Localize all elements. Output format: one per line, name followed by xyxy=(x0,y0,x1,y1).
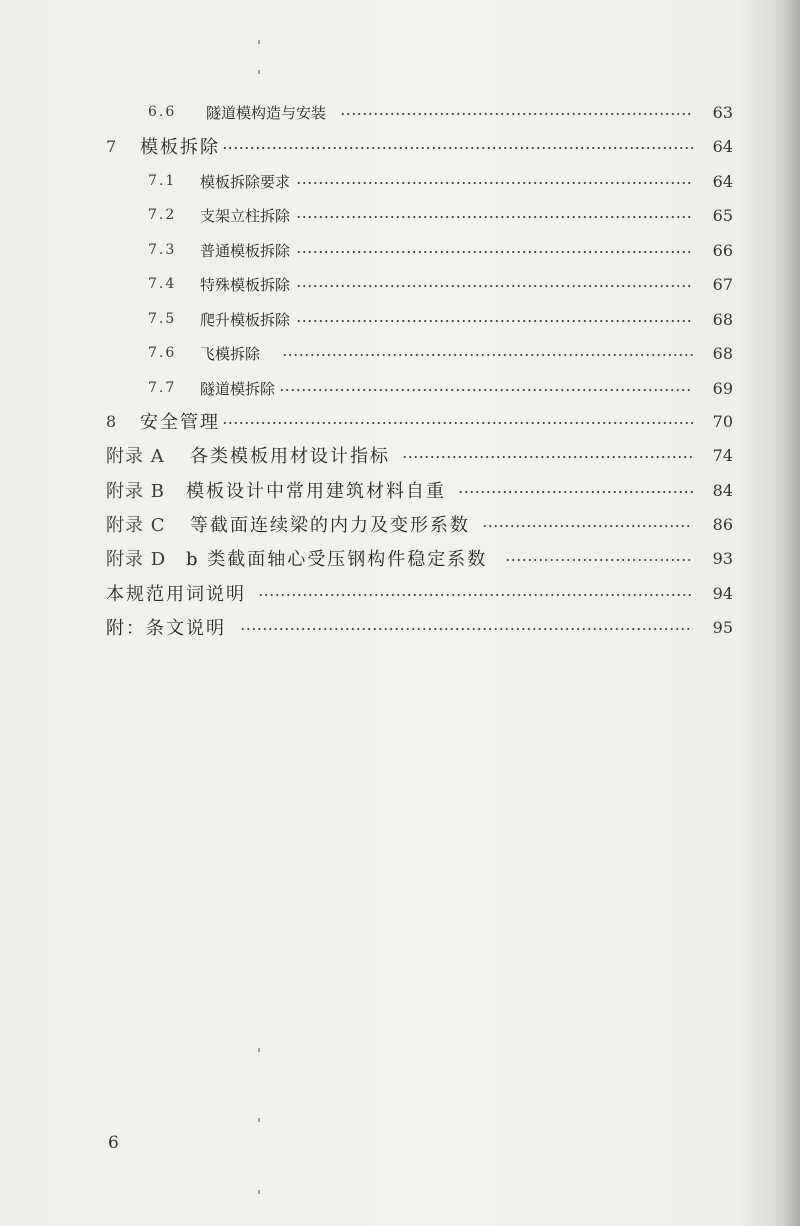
toc-entry-page: 65 xyxy=(712,205,733,225)
dot-leader xyxy=(505,558,693,562)
dot-leader xyxy=(240,627,693,631)
toc-entry-number: 附录 D xyxy=(106,549,167,570)
scan-speck xyxy=(258,1118,260,1122)
toc-entry-title: 各类模板用材设计指标 xyxy=(190,446,390,467)
toc-entry-number: 6.6 xyxy=(148,104,177,120)
dot-leader xyxy=(402,455,693,459)
dot-leader xyxy=(296,215,693,219)
dot-leader xyxy=(258,593,693,597)
toc-entry-page: 70 xyxy=(712,411,733,431)
dot-leader xyxy=(222,146,693,150)
dot-leader xyxy=(296,181,693,185)
dot-leader xyxy=(282,353,693,357)
scan-speck xyxy=(258,40,260,44)
toc-entry-6-6[interactable] xyxy=(0,97,800,127)
toc-entry-title: b 类截面轴心受压钢构件稳定系数 xyxy=(186,549,488,570)
toc-entry-title: 模板设计中常用建筑材料自重 xyxy=(186,481,446,502)
toc-entry-7-7[interactable] xyxy=(0,373,800,403)
toc-entry-8[interactable] xyxy=(0,406,800,436)
toc-entry-appendix-a[interactable] xyxy=(0,440,800,470)
toc-entry-page: 74 xyxy=(712,445,733,465)
toc-entry-page: 95 xyxy=(712,617,733,637)
toc-entry-number: 7.2 xyxy=(148,207,177,223)
toc-entry-page: 67 xyxy=(712,274,733,294)
toc-entry-7-1[interactable] xyxy=(0,166,800,196)
scan-speck xyxy=(258,70,260,74)
toc-entry-number: 7.7 xyxy=(148,380,177,396)
toc-entry-7-2[interactable] xyxy=(0,200,800,230)
toc-entry-appendix-c[interactable] xyxy=(0,509,800,539)
toc-entry-number: 8 xyxy=(106,411,118,431)
dot-leader xyxy=(279,388,693,392)
dot-leader xyxy=(296,319,693,323)
toc-entry-page: 69 xyxy=(712,378,733,398)
toc-entry-number: 附录 A xyxy=(106,446,165,467)
toc-entry-page: 64 xyxy=(712,136,733,156)
toc-entry-number: 7.1 xyxy=(148,173,177,189)
dot-leader xyxy=(296,250,693,254)
toc-entry-title: 安全管理 xyxy=(140,412,220,433)
toc-entry-number: 附录 B xyxy=(106,481,165,502)
toc-entry-page: 68 xyxy=(712,343,733,363)
toc-entry-page: 68 xyxy=(712,309,733,329)
dot-leader xyxy=(222,421,693,425)
toc-entry-page: 93 xyxy=(712,548,733,568)
dot-leader xyxy=(340,112,693,116)
toc-entry-7-6[interactable] xyxy=(0,338,800,368)
toc-entry-title: 隧道模构造与安装 xyxy=(206,103,327,122)
toc-entry-title: 爬升模板拆除 xyxy=(200,310,291,329)
page-number: 6 xyxy=(108,1133,119,1153)
toc-entry-number: 7.5 xyxy=(148,311,177,327)
toc-entry-title: 特殊模板拆除 xyxy=(200,275,291,294)
toc-entry-title: 支架立柱拆除 xyxy=(200,206,291,225)
dot-leader xyxy=(296,284,693,288)
toc-entry-page: 66 xyxy=(712,240,733,260)
toc-entry-number: 7.4 xyxy=(148,276,177,292)
toc-entry-title: 模板拆除要求 xyxy=(200,172,291,191)
toc-entry-page: 94 xyxy=(712,583,733,603)
scan-speck xyxy=(258,1190,260,1194)
toc-entry-title: 飞模拆除 xyxy=(200,344,261,363)
toc-entry-provisions[interactable] xyxy=(0,612,800,642)
toc-entry-7-4[interactable] xyxy=(0,269,800,299)
toc-entry-terms[interactable] xyxy=(0,578,800,608)
toc-entry-number: 7.6 xyxy=(148,345,177,361)
toc-entry-page: 63 xyxy=(712,102,733,122)
toc-entry-title: 隧道模拆除 xyxy=(200,379,276,398)
toc-entry-appendix-b[interactable] xyxy=(0,475,800,505)
toc-entry-title: 模板拆除 xyxy=(140,137,220,158)
toc-entry-title: 普通模板拆除 xyxy=(200,241,291,260)
toc-entry-number: 7.3 xyxy=(148,242,177,258)
dot-leader xyxy=(482,524,693,528)
toc-entry-page: 64 xyxy=(712,171,733,191)
dot-leader xyxy=(458,490,693,494)
toc-entry-page: 86 xyxy=(712,514,733,534)
toc-entry-title: 等截面连续梁的内力及变形系数 xyxy=(190,515,470,536)
toc-entry-number: 附录 C xyxy=(106,515,166,536)
toc-entry-title: 本规范用词说明 xyxy=(106,584,246,605)
toc-entry-7-5[interactable] xyxy=(0,304,800,334)
toc-entry-7-3[interactable] xyxy=(0,235,800,265)
toc-entry-title: 附：条文说明 xyxy=(106,618,226,639)
toc-entry-appendix-d[interactable] xyxy=(0,543,800,573)
toc-entry-number: 7 xyxy=(106,136,118,156)
toc-entry-page: 84 xyxy=(712,480,733,500)
scan-speck xyxy=(258,1048,260,1052)
toc-entry-7[interactable] xyxy=(0,131,800,161)
